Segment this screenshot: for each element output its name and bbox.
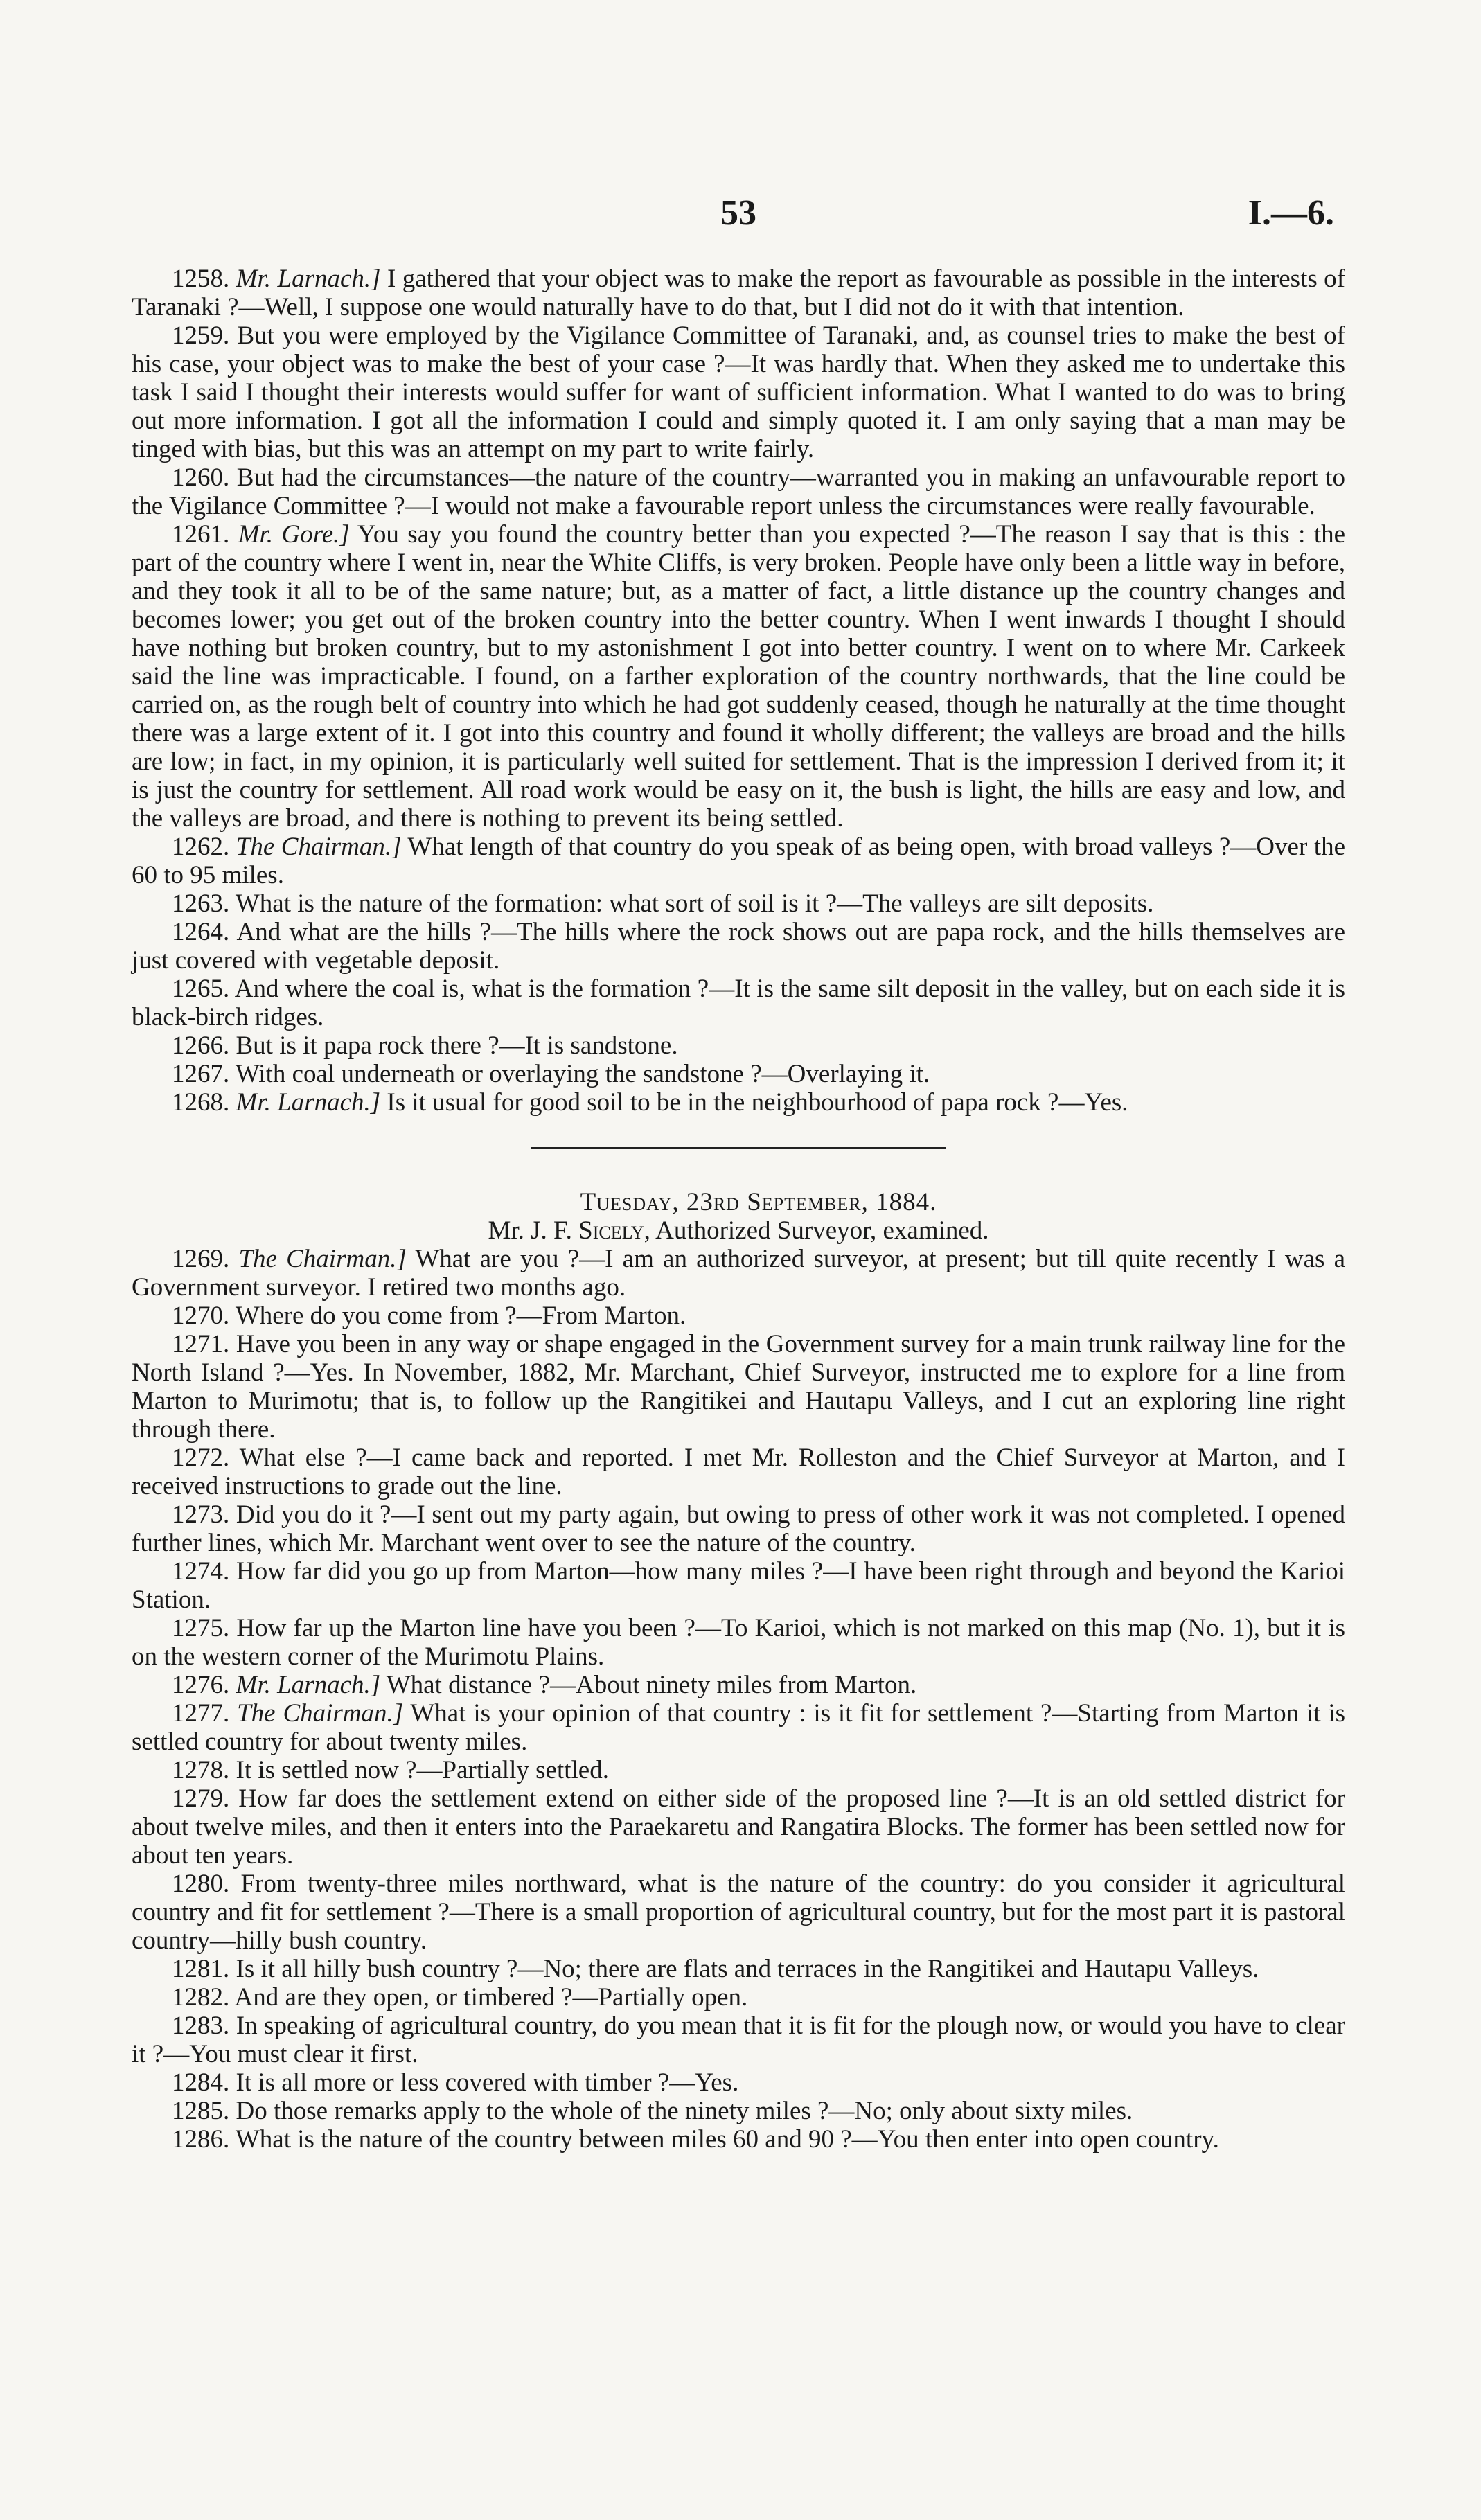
question-paragraph	[132, 1671, 1345, 1699]
question-number: 1284.	[172, 2068, 230, 2097]
question-paragraph	[132, 2125, 1345, 2154]
question-text: What is your opinion of that country : is it fit for settlement ?—Starting from Marton it is settled country for about twenty miles.	[132, 1699, 1346, 1756]
question-paragraph	[132, 1784, 1345, 1870]
witness-name: Sicely	[578, 1216, 644, 1245]
question-number: 1276.	[172, 1671, 230, 1699]
question-number: 1273.	[172, 1500, 230, 1529]
question-number: 1272.	[172, 1444, 230, 1472]
question-paragraph	[132, 2012, 1345, 2068]
question-paragraph	[132, 1955, 1345, 1983]
question-text: But you were employed by the Vigilance Committee of Taranaki, and, as counsel tries to make the best of his case, your object was to make the best of your case ?—It was hardly that. When they asked me to undertake this task I said I thought their interests would suffer for want of sufficient information. What I wanted to do was to bring out more information. I got all the information I could and simply quoted it. I am only saying that a man may be tinged with bias, but this was an attempt on my part to write fairly.	[132, 321, 1345, 463]
question-paragraph	[132, 463, 1345, 520]
question-text: You say you found the country better than you expected ?—The reason I say that is this : the part of the country where I went in, near the White Cliffs, is very broken. People have only been a little way in before, and they took it all to be of the same nature; but, as a matter of fact, a little distance up the country changes and becomes lower; you get out of the broken country into the better country. When I went inwards I thought I should have nothing but broken country, but to my astonishment I got into better country. I went on to where Mr. Carkeek said the line was impracticable. I found, on a farther exploration of the country northwards, that the line could be carried on, as the rough belt of country into which he had got suddenly ceased, though he naturally at the time thought there was a large extent of it. I got into this country and found it wholly different; the valleys are broad and the hills are low; in fact, in my opinion, it is particularly well suited for settlement. That is the impression I derived from it; it is just the country for settlement. All road work would be easy on it, the bush is light, the hills are easy and low, and the valleys are broad, and there is nothing to prevent its being settled.	[132, 520, 1346, 833]
witness-suffix: , Authorized Surveyor, examined.	[644, 1216, 989, 1245]
question-number: 1270.	[172, 1302, 230, 1330]
question-number: 1278.	[172, 1756, 230, 1784]
question-text: Have you been in any way or shape engaged in the Government survey for a main trunk railway line for the North Island ?—Yes. In November, 1882, Mr. Marchant, Chief Surveyor, instructed me to explore for a line from Marton to Murimotu; that is, to follow up the Rangitikei and Hautapu Valleys, and I cut an exploring line right through there.	[132, 1330, 1346, 1444]
question-paragraph	[132, 2097, 1345, 2125]
question-number: 1261.	[172, 520, 230, 549]
question-paragraph	[132, 1245, 1345, 1302]
speaker-name: Mr. Larnach.]	[236, 1671, 381, 1699]
question-number: 1263.	[172, 889, 230, 918]
question-number: 1281.	[172, 1955, 230, 1983]
question-paragraph	[132, 321, 1345, 463]
question-number: 1275.	[172, 1614, 230, 1642]
question-number: 1268.	[172, 1088, 230, 1117]
question-number: 1279.	[172, 1784, 230, 1813]
question-text: With coal underneath or overlaying the sandstone ?—Overlaying it.	[235, 1060, 930, 1088]
question-number: 1274.	[172, 1557, 230, 1586]
question-paragraph	[132, 918, 1345, 975]
question-number: 1259.	[172, 321, 230, 350]
question-text: Did you do it ?—I sent out my party again, but owing to press of other work it was not completed. I opened further lines, which Mr. Marchant went over to see the nature of the country.	[132, 1500, 1345, 1557]
question-number: 1258.	[172, 265, 230, 293]
question-text: And what are the hills ?—The hills where the rock shows out are papa rock, and the hills themselves are just covered with vegetable deposit.	[132, 918, 1345, 975]
question-number: 1269.	[172, 1245, 230, 1273]
question-number: 1271.	[172, 1330, 230, 1358]
section-divider	[531, 1147, 946, 1149]
question-text: How far did you go up from Marton—how many miles ?—I have been right through and beyond the Karioi Station.	[132, 1557, 1346, 1614]
question-text: What is the nature of the country between miles 60 and 90 ?—You then enter into open country.	[235, 2125, 1219, 2154]
question-paragraph	[132, 1870, 1345, 1955]
question-number: 1264.	[172, 918, 230, 946]
question-paragraph	[132, 1088, 1345, 1117]
page-number: 53	[720, 193, 756, 233]
question-paragraph	[132, 1031, 1345, 1060]
question-paragraph	[132, 1983, 1345, 2012]
speaker-name: Mr. Larnach.]	[236, 1088, 381, 1117]
question-text: And are they open, or timbered ?—Partially open.	[234, 1983, 748, 2012]
question-paragraph	[132, 1614, 1345, 1671]
question-paragraph	[132, 1699, 1345, 1756]
question-number: 1260.	[172, 463, 230, 492]
question-text: Do those remarks apply to the whole of the ninety miles ?—No; only about sixty miles.	[236, 2097, 1133, 2125]
question-paragraph	[132, 520, 1345, 833]
document-reference: I.—6.	[1248, 193, 1334, 233]
speaker-name: The Chairman.]	[238, 1245, 407, 1273]
question-paragraph	[132, 1060, 1345, 1088]
speaker-name: Mr. Larnach.]	[236, 265, 381, 293]
question-paragraph	[132, 1302, 1345, 1330]
question-text: What are you ?—I am an authorized surveyor, at present; but till quite recently I was a Government surveyor. I retired two months ago.	[132, 1245, 1346, 1302]
text-column	[132, 265, 1345, 2154]
question-number: 1282.	[172, 1983, 230, 2012]
question-number: 1283.	[172, 2012, 230, 2040]
question-paragraph	[132, 975, 1345, 1031]
witness-heading	[132, 1216, 1345, 1245]
question-text: How far up the Marton line have you been ?—To Karioi, which is not marked on this map (No. 1), but it is on the western corner of the Murimotu Plains.	[132, 1614, 1346, 1671]
question-text: But had the circumstances—the nature of the country—warranted you in making an unfavourable report to the Vigilance Committee ?—I would not make a favourable report unless the circumstances were really favourable.	[132, 463, 1346, 520]
question-number: 1262.	[172, 833, 230, 861]
witness-prefix: Mr. J. F.	[488, 1216, 579, 1245]
question-text: But is it papa rock there ?—It is sandstone.	[236, 1031, 678, 1060]
question-text: What else ?—I came back and reported. I met Mr. Rolleston and the Chief Surveyor at Marton, and I received instructions to grade out the line.	[132, 1444, 1345, 1500]
question-number: 1277.	[172, 1699, 230, 1728]
question-number: 1280.	[172, 1870, 230, 1898]
question-text: Is it usual for good soil to be in the neighbourhood of papa rock ?—Yes.	[380, 1088, 1128, 1117]
question-number: 1267.	[172, 1060, 230, 1088]
speaker-name: Mr. Gore.]	[238, 520, 350, 549]
question-paragraph	[132, 1444, 1345, 1500]
question-text: What length of that country do you speak of as being open, with broad valleys ?—Over the 60 to 95 miles.	[132, 833, 1345, 889]
question-text: I gathered that your object was to make the report as favourable as possible in the interests of Taranaki ?—Well, I suppose one would naturally have to do that, but I did not do it with that intention.	[132, 265, 1346, 321]
question-paragraph	[132, 1500, 1345, 1557]
question-paragraph	[132, 265, 1345, 321]
question-text: In speaking of agricultural country, do you mean that it is fit for the plough now, or would you have to clear it ?—You must clear it first.	[132, 2012, 1346, 2068]
question-number: 1265.	[172, 975, 230, 1003]
question-text: From twenty-three miles northward, what is the nature of the country: do you consider it agricultural country and fit for settlement ?—There is a small proportion of agricultural country, but for the most part it is pastoral country—hilly bush country.	[132, 1870, 1346, 1955]
speaker-name: The Chairman.]	[236, 833, 402, 861]
question-paragraph	[132, 833, 1345, 889]
speaker-name: The Chairman.]	[237, 1699, 404, 1728]
question-paragraph	[132, 2068, 1345, 2097]
question-number: 1285.	[172, 2097, 230, 2125]
question-paragraph	[132, 889, 1345, 918]
question-text: It is settled now ?—Partially settled.	[236, 1756, 609, 1784]
question-number: 1286.	[172, 2125, 230, 2154]
question-paragraph	[132, 1330, 1345, 1444]
question-paragraph	[132, 1557, 1345, 1614]
question-text: Where do you come from ?—From Marton.	[235, 1302, 686, 1330]
evidence-section-2	[132, 1245, 1345, 2154]
question-number: 1266.	[172, 1031, 230, 1060]
question-text: Is it all hilly bush country ?—No; there are flats and terraces in the Rangitikei and Hautapu Valleys.	[236, 1955, 1259, 1983]
question-text: And where the coal is, what is the formation ?—It is the same silt deposit in the valley, but on each side it is black-birch ridges.	[132, 975, 1345, 1031]
question-text: What is the nature of the formation: what sort of soil is it ?—The valleys are silt deposits.	[235, 889, 1154, 918]
date-heading: Tuesday, 23rd September, 1884.	[580, 1188, 937, 1216]
question-text: What distance ?—About ninety miles from Marton.	[380, 1671, 917, 1699]
question-text: It is all more or less covered with timber ?—Yes.	[236, 2068, 739, 2097]
question-text: How far does the settlement extend on either side of the proposed line ?—It is an old settled district for about twelve miles, and then it enters into the Paraekaretu and Rangatira Blocks. The former has been settled now for about ten years.	[132, 1784, 1346, 1870]
evidence-section-1	[132, 265, 1345, 1117]
question-paragraph	[132, 1756, 1345, 1784]
